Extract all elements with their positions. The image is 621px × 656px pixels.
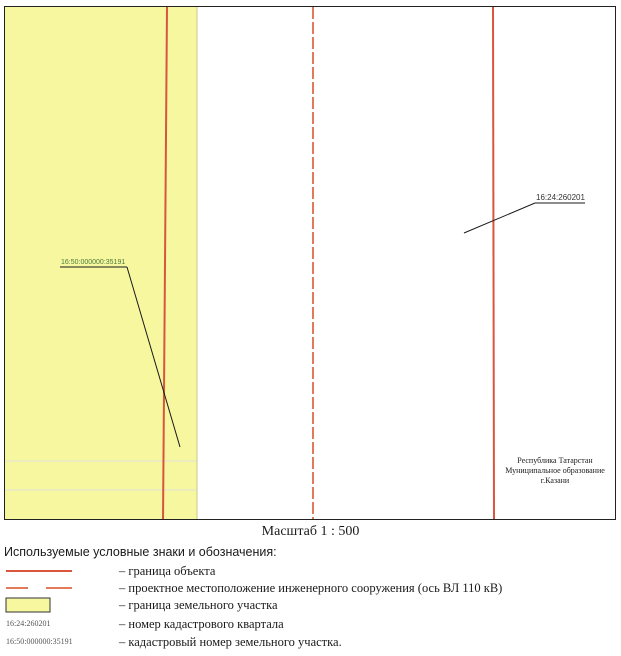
- legend-item-land-parcel: [4, 597, 614, 613]
- legend-text: – граница объекта: [119, 564, 216, 578]
- quarter-code-sample: 16:24:260201: [6, 619, 51, 628]
- parcel-code-label: 16:50:000000:35191: [61, 259, 126, 266]
- map-frame: [4, 6, 616, 520]
- object-boundary-right: [493, 7, 494, 520]
- legend-text: – кадастровый номер земельного участка.: [119, 635, 342, 649]
- legend-title: Используемые условные знаки и обозначения:: [4, 545, 277, 559]
- region-label-line-3: г.Казани: [540, 476, 570, 485]
- legend-item-parcel-number: [4, 634, 614, 650]
- solid-line-symbol: [4, 563, 114, 579]
- cadastral-map: [5, 7, 616, 520]
- region-label-line-1: Республика Татарстан: [517, 456, 593, 465]
- legend-item-object-boundary: [4, 563, 614, 579]
- legend-text: – граница земельного участка: [119, 598, 278, 612]
- legend-text: – проектное местоположение инженерного сооружения (ось ВЛ 110 кВ): [119, 581, 503, 595]
- parcel-code-sample: 16:50:000000:35191: [6, 637, 73, 646]
- quarter-code-label: 16:24:260201: [536, 193, 585, 202]
- scale-label: Масштаб 1 : 500: [261, 524, 360, 539]
- region-label-line-2: Муниципальное образование: [505, 466, 605, 475]
- yellow-box-symbol: [4, 597, 114, 613]
- legend-text: – номер кадастрового квартала: [119, 617, 284, 631]
- dashed-line-symbol: [4, 580, 114, 596]
- region-label: [490, 456, 616, 486]
- quarter-label-leader: [464, 203, 535, 233]
- legend-item-structure-axis: [4, 580, 614, 596]
- legend-item-quarter-number: [4, 616, 614, 632]
